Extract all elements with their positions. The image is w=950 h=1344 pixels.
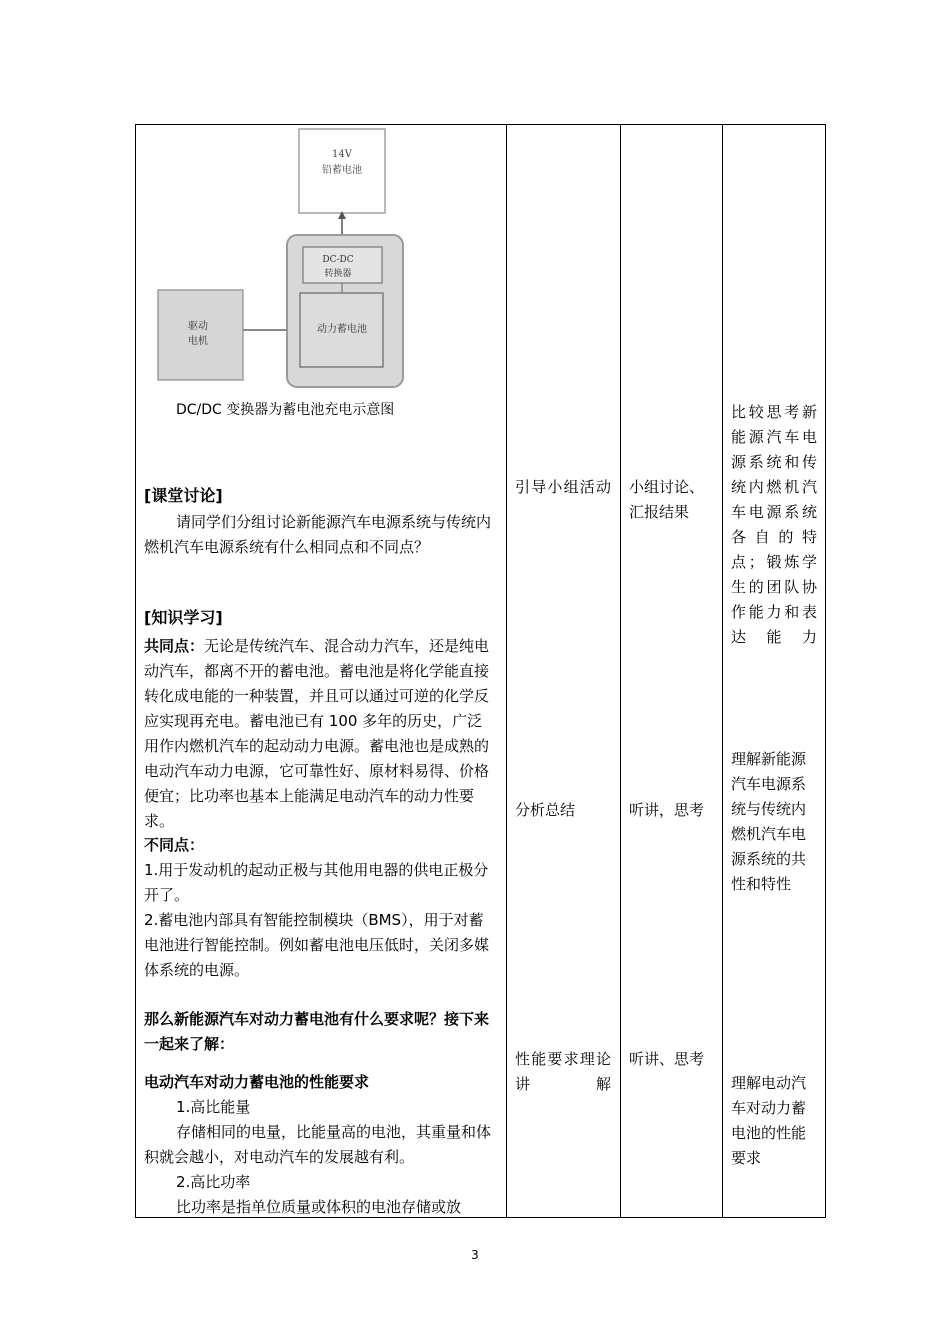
discussion-text: 请同学们分组讨论新能源汽车电源系统与传统内燃机汽车电源系统有什么相同点和不同点？ [144,513,492,556]
requirement-1-title: 1.高比能量 [176,1098,251,1116]
discussion-heading: [课堂讨论] [144,486,223,505]
student-activity-3: 听讲、思考 [629,1050,705,1068]
requirements-subheading: 电动汽车对动力蓄电池的性能要求 [144,1073,370,1091]
requirement-2-title: 2.高比功率 [176,1173,251,1191]
lesson-plan-table [135,124,826,1218]
dcdc-label-line1: DC-DC [322,255,354,265]
common-points-text: 无论是传统汽车、混合动力汽车，还是纯电动汽车，都离不开的蓄电池。蓄电池是将化学能直接转化成电能的一种装置，并且可以通过可逆的化学反应实现再充电。蓄电池已有 100 多年的历史，广泛用作内燃机汽车的起动动力电源。蓄电池也是成熟的电动汽车动力电源，它可靠性好、原材料易得、价格便宜；比功率也基本上能满足电动汽车的动力性要求。 [144,637,490,830]
common-points-label: 共同点： [144,637,205,655]
battery-14v-label: 14V [332,149,352,160]
diagram-caption: DC/DC 变换器为蓄电池充电示意图 [176,402,395,418]
dcdc-label-line2: 转换器 [324,269,352,279]
content-column [136,125,507,1218]
teacher-activity-3: 性能要求理论讲解 [515,1050,611,1093]
difference-item-1: 1.用于发动机的起动正极与其他用电器的供电正极分开了。 [144,861,489,904]
differences-label: 不同点： [144,836,205,854]
requirement-1-text: 存储相同的电量，比能量高的电池，其重量和体积就会越小，对电动汽车的发展越有利。 [144,1123,492,1166]
design-intent-1: 比较思考新能源汽车电源系统和传统内燃机汽车电源系统各自的特点；锻炼学生的团队协作能力和表达能力 [731,403,817,646]
knowledge-heading: [知识学习] [144,608,223,627]
teacher-activity-column [507,125,621,1218]
design-intent-column [723,125,826,1218]
difference-item-2: 2.蓄电池内部具有智能控制模块（BMS），用于对蓄电池进行智能控制。例如蓄电池电压低时，关闭多媒体系统的电源。 [144,911,490,979]
requirements-question: 那么新能源汽车对动力蓄电池有什么要求呢？接下来一起来了解： [144,1010,490,1053]
page-number: 3 [471,1248,479,1262]
common-points-paragraph [144,634,496,834]
design-intent-3: 理解电动汽车对动力蓄电池的性能要求 [731,1074,807,1167]
battery-lead-acid-label: 铅蓄电池 [322,165,362,176]
requirement-2-text: 比功率是指单位质量或体积的电池存储或放 [176,1198,462,1216]
student-activity-column [621,125,723,1218]
power-battery-label: 动力蓄电池 [317,324,367,335]
teacher-activity-2: 分析总结 [515,801,576,819]
motor-label-line2: 电机 [188,336,208,347]
drive-motor-box [158,290,243,380]
teacher-activity-1: 引导小组活动 [515,478,611,496]
student-activity-1: 小组讨论、汇报结果 [629,478,705,521]
motor-label-line1: 驱动 [188,321,208,332]
dcdc-charging-diagram [152,125,412,390]
design-intent-2: 理解新能源汽车电源系统与传统内燃机汽车电源系统的共性和特性 [731,750,807,893]
student-activity-2: 听讲，思考 [629,801,705,819]
